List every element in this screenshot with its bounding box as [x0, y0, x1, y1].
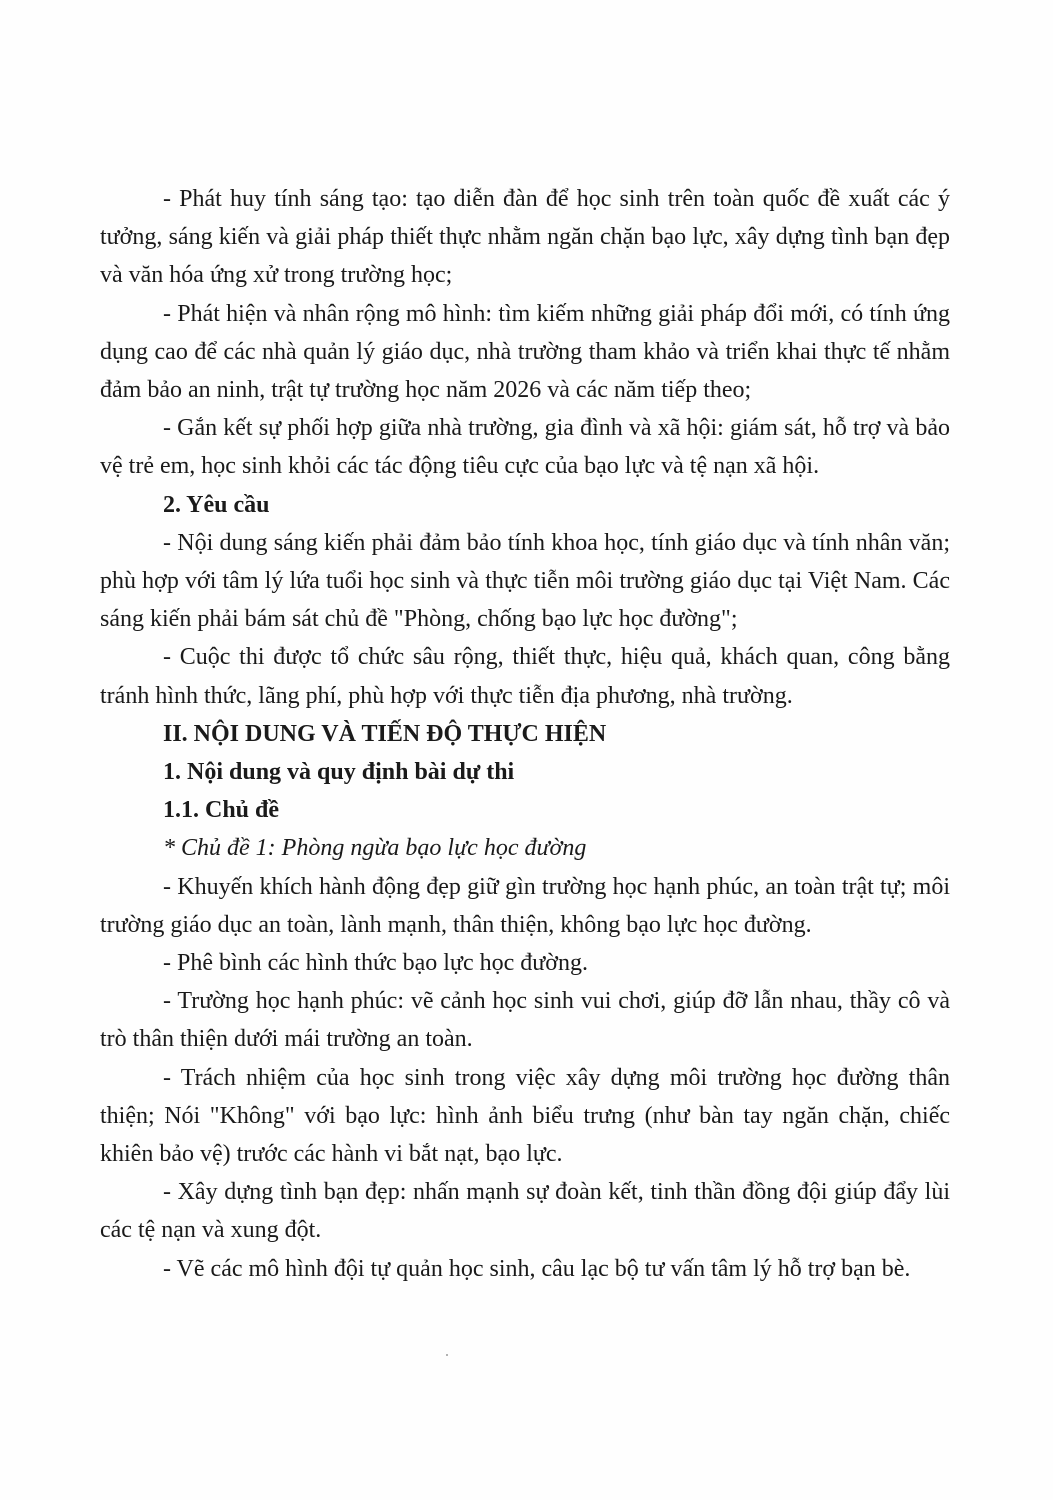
paragraph-responsibility: - Trách nhiệm của học sinh trong việc xây dựng môi trường học đường thân thiện; Nói "Không" với bạo lực: hình ảnh biểu trưng (như bàn tay ngăn chặn, chiếc khiên bảo vệ) trước các hành vi bắt nạt, bạo lực. [100, 1064, 950, 1168]
paragraph-friendship: - Xây dựng tình bạn đẹp: nhấn mạnh sự đoàn kết, tinh thần đồng đội giúp đẩy lùi các tệ nạn và xung đột. [100, 1179, 950, 1244]
subheading-topic-1: * Chủ đề 1: Phòng ngừa bạo lực học đường [163, 835, 587, 862]
paragraph-happy-school: - Trường học hạnh phúc: vẽ cảnh học sinh vui chơi, giúp đỡ lẫn nhau, thầy cô và trò thân thiện dưới mái trường an toàn. [100, 988, 950, 1053]
paragraph-cooperation: - Gắn kết sự phối hợp giữa nhà trường, gia đình và xã hội: giám sát, hỗ trợ và bảo vệ trẻ em, học sinh khỏi các tác động tiêu cực của bạo lực và tệ nạn xã hội. [100, 415, 950, 480]
heading-content-rules: 1. Nội dung và quy định bài dự thi [163, 759, 515, 786]
paragraph-requirement-organization: - Cuộc thi được tổ chức sâu rộng, thiết thực, hiệu quả, khách quan, công bằng tránh hình thức, lãng phí, phù hợp với thực tiễn địa phương, nhà trường. [100, 644, 950, 709]
heading-topics: 1.1. Chủ đề [163, 797, 280, 824]
paragraph-encourage: - Khuyến khích hành động đẹp giữ gìn trường học hạnh phúc, an toàn trật tự; môi trường giáo dục an toàn, lành mạnh, thân thiện, không bạo lực học đường. [100, 873, 950, 938]
scan-speck [446, 1354, 448, 1356]
paragraph-self-management: - Vẽ các mô hình đội tự quản học sinh, câu lạc bộ tư vấn tâm lý hỗ trợ bạn bè. [163, 1255, 911, 1282]
paragraph-model-replication: - Phát hiện và nhân rộng mô hình: tìm kiếm những giải pháp đổi mới, có tính ứng dụng cao để các nhà quản lý giáo dục, nhà trường tham khảo và triển khai thực tế nhằm đảm bảo an ninh, trật tự trường học năm 2026 và các năm tiếp theo; [100, 300, 950, 404]
heading-requirements: 2. Yêu cầu [163, 491, 270, 518]
paragraph-criticize: - Phê bình các hình thức bạo lực học đường. [163, 950, 588, 977]
paragraph-requirement-content: - Nội dung sáng kiến phải đảm bảo tính khoa học, tính giáo dục và tính nhân văn; phù hợp với tâm lý lứa tuổi học sinh và thực tiễn môi trường giáo dục tại Việt Nam. Các sáng kiến phải bám sát chủ đề "Phòng, chống bạo lực học đường"; [100, 529, 950, 633]
paragraph-creativity: - Phát huy tính sáng tạo: tạo diễn đàn để học sinh trên toàn quốc đề xuất các ý tưởng, sáng kiến và giải pháp thiết thực nhằm ngăn chặn bạo lực, xây dựng tình bạn đẹp và văn hóa ứng xử trong trường học; [100, 186, 950, 289]
heading-section-ii: II. NỘI DUNG VÀ TIẾN ĐỘ THỰC HIỆN [163, 720, 607, 747]
document-body [100, 180, 950, 1288]
